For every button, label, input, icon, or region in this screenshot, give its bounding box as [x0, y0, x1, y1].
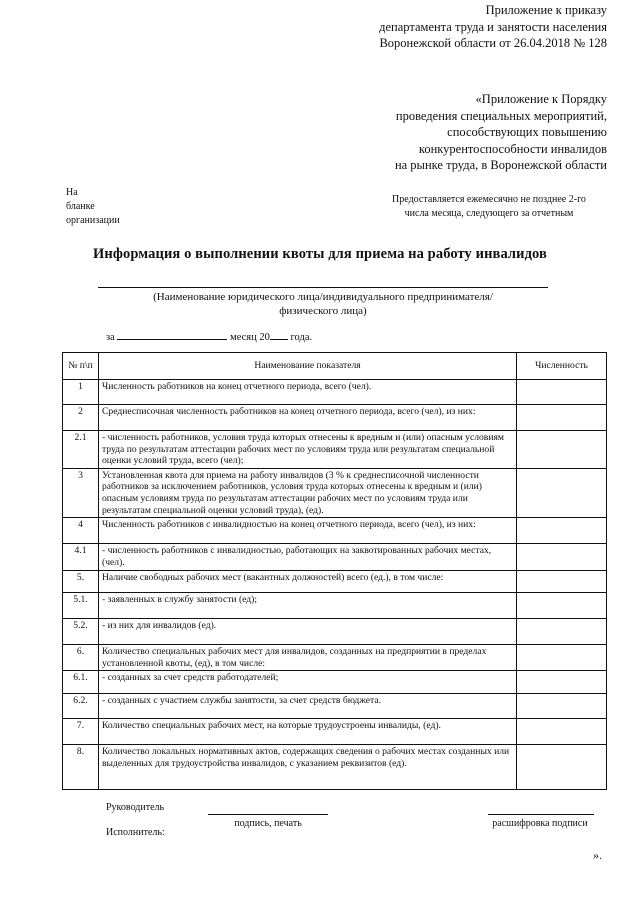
period-month-label: месяц: [230, 332, 257, 343]
row-number: 4: [63, 518, 99, 544]
column-header-number: № п\п: [63, 353, 99, 380]
row-count-cell[interactable]: [517, 671, 607, 694]
table-row: [63, 380, 607, 405]
order-reference: [277, 2, 607, 52]
row-indicator: - численность работников с инвалидностью, работающих на заквотированных рабочих местах, (чел).: [99, 544, 517, 571]
row-indicator: Наличие свободных рабочих мест (вакантных должностей) всего (ед.), в том числе:: [99, 571, 517, 593]
row-count-cell[interactable]: [517, 694, 607, 719]
table-row: [63, 405, 607, 431]
row-count-cell[interactable]: [517, 431, 607, 469]
entity-caption-line: (Наименование юридического лица/индивидуального предпринимателя/: [153, 291, 493, 303]
submission-line: Предоставляется ежемесячно не позднее 2-го: [392, 194, 586, 205]
letterhead-note: [66, 186, 120, 228]
table-row: [63, 571, 607, 593]
row-number: 4.1: [63, 544, 99, 571]
order-line: Приложение к приказу: [485, 3, 607, 17]
quota-table: [62, 352, 607, 790]
row-number: 2: [63, 405, 99, 431]
order-line: департамента труда и занятости населения: [379, 19, 607, 34]
letterhead-line: организации: [66, 215, 120, 226]
row-count-cell[interactable]: [517, 380, 607, 405]
period-prefix: за: [106, 332, 115, 343]
row-number: 5.1.: [63, 593, 99, 619]
annex-line: конкурентоспособности инвалидов: [418, 141, 607, 156]
period-suffix: года.: [290, 332, 313, 343]
row-indicator: Количество специальных рабочих мест для инвалидов, созданных на предприятии в пределах установленной квоты, (ед), в том числе:: [99, 645, 517, 671]
table-row: [63, 619, 607, 645]
row-count-cell[interactable]: [517, 645, 607, 671]
column-header-count: Численность: [517, 353, 607, 380]
row-number: 5.2.: [63, 619, 99, 645]
letterhead-line: На: [66, 187, 78, 198]
row-number: 7.: [63, 719, 99, 745]
table-header-row: [63, 353, 607, 380]
row-indicator: Среднесписочная численность работников на конец отчетного периода, всего (чел), из них:: [99, 405, 517, 431]
closing-mark: ».: [593, 848, 602, 862]
table-row: [63, 719, 607, 745]
row-indicator: Количество локальных нормативных актов, содержащих сведения о рабочих местах созданных или выделенных для трудоустройства инвалидов, с указанием реквизитов (ед).: [99, 745, 517, 790]
period-year-blank[interactable]: [270, 329, 288, 340]
row-count-cell[interactable]: [517, 468, 607, 517]
decode-caption: расшифровка подписи: [492, 818, 588, 829]
submission-note: [369, 193, 609, 221]
row-indicator: Численность работников на конец отчетного периода, всего (чел).: [99, 380, 517, 405]
reporting-period: [106, 329, 312, 343]
table-row: [63, 468, 607, 517]
submission-line: числа месяца, следующего за отчетным: [404, 208, 574, 219]
decode-line[interactable]: [488, 814, 594, 815]
row-indicator: Численность работников с инвалидностью на конец отчетного периода, всего (чел), из них:: [99, 518, 517, 544]
row-count-cell[interactable]: [517, 405, 607, 431]
annex-reference: [277, 91, 607, 174]
row-indicator: - заявленных в службу занятости (ед);: [99, 593, 517, 619]
order-line: Воронежской области от 26.04.2018 № 128: [379, 36, 607, 50]
annex-line: проведения специальных мероприятий,: [395, 108, 607, 123]
row-indicator: - созданных с участием службы занятости, за счет средств бюджета.: [99, 694, 517, 719]
table-row: [63, 593, 607, 619]
head-label: Руководитель: [106, 802, 165, 813]
row-number: 6.: [63, 645, 99, 671]
row-count-cell[interactable]: [517, 571, 607, 593]
row-number: 5.: [63, 571, 99, 593]
period-month-blank[interactable]: [117, 329, 227, 340]
entity-caption-line: физического лица): [279, 305, 367, 317]
row-count-cell[interactable]: [517, 518, 607, 544]
entity-caption: [98, 290, 548, 318]
signature-line[interactable]: [208, 814, 328, 815]
row-number: 3: [63, 468, 99, 517]
document-title: Информация о выполнении квоты для приема на работу инвалидов: [93, 246, 547, 262]
row-count-cell[interactable]: [517, 745, 607, 790]
table-row: [63, 745, 607, 790]
annex-line: способствующих повышению: [447, 125, 607, 139]
letterhead-line: бланке: [66, 201, 95, 212]
row-indicator: - созданных за счет средств работодателей;: [99, 671, 517, 694]
table-row: [63, 694, 607, 719]
annex-line: «Приложение к Порядку: [475, 92, 607, 106]
table-row: [63, 544, 607, 571]
executor-label: Исполнитель:: [106, 827, 165, 838]
row-number: 6.1.: [63, 671, 99, 694]
row-number: 2.1: [63, 431, 99, 469]
row-indicator: Количество специальных рабочих мест, на которые трудоустроены инвалиды, (ед).: [99, 719, 517, 745]
row-count-cell[interactable]: [517, 544, 607, 571]
annex-line: на рынке труда, в Воронежской области: [394, 158, 607, 172]
row-number: 8.: [63, 745, 99, 790]
table-row: [63, 518, 607, 544]
row-count-cell[interactable]: [517, 593, 607, 619]
row-indicator: - из них для инвалидов (ед).: [99, 619, 517, 645]
row-indicator: Установленная квота для приема на работу инвалидов (3 % к среднесписочной численности работников за исключением работников, условия труда которых отнесены к вредным и (или) опасным условиям труда по результатам аттестации рабочих мест по условиям труда или результатам специальной оценки условий труда), (ед).: [99, 468, 517, 517]
column-header-indicator: Наименование показателя: [99, 353, 517, 380]
row-count-cell[interactable]: [517, 719, 607, 745]
table-row: [63, 671, 607, 694]
signature-caption: подпись, печать: [234, 818, 302, 829]
row-number: 1: [63, 380, 99, 405]
row-number: 6.2.: [63, 694, 99, 719]
table-row: [63, 645, 607, 671]
period-year-prefix: 20: [259, 332, 270, 343]
row-indicator: - численность работников, условия труда которых отнесены к вредным и (или) опасным условиям труда по результатам аттестации рабочих мест по условиям труда или результатам специальной оценки условий труда, всего (чел);: [99, 431, 517, 469]
entity-name-line: [98, 287, 548, 288]
row-count-cell[interactable]: [517, 619, 607, 645]
table-row: [63, 431, 607, 469]
